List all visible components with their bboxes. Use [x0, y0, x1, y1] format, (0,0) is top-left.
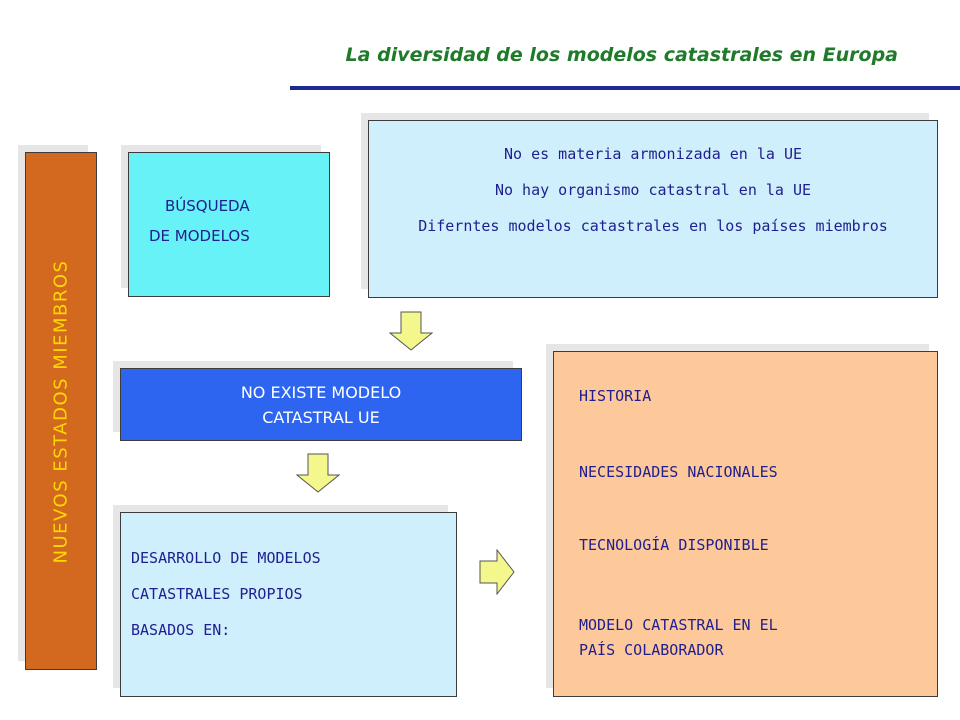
busqueda-modelos-box — [128, 152, 330, 297]
desarrollo-modelos-box — [120, 512, 457, 697]
factores-box — [553, 351, 938, 697]
armonizacion-line: No es materia armonizada en la UE — [503, 145, 802, 163]
down-arrow-icon — [389, 311, 433, 351]
factor-historia: HISTORIA — [579, 387, 652, 405]
no-existe-modelo-box — [120, 368, 522, 441]
title-underline — [290, 86, 960, 90]
busqueda-line-2: DE MODELOS — [149, 226, 250, 245]
desarrollo-line: CATASTRALES PROPIOS — [131, 585, 303, 603]
page-title: La diversidad de los modelos catastrales en Europa — [345, 44, 898, 66]
armonizacion-line: Diferntes modelos catastrales en los países miembros — [418, 217, 888, 235]
no-existe-line-2: CATASTRAL UE — [262, 407, 380, 427]
nuevos-estados-miembros-banner — [25, 152, 97, 670]
armonizacion-line: No hay organismo catastral en la UE — [494, 181, 812, 199]
down-arrow-icon — [296, 453, 340, 493]
no-existe-line-1: NO EXISTE MODELO — [240, 382, 402, 402]
factor-tecnologia: TECNOLOGÍA DISPONIBLE — [579, 536, 769, 554]
factor-necesidades: NECESIDADES NACIONALES — [579, 463, 778, 481]
side-label: NUEVOS ESTADOS MIEMBROS — [50, 259, 72, 563]
busqueda-line-1: BÚSQUEDA — [165, 196, 250, 215]
factor-modelo-line-2: PAÍS COLABORADOR — [579, 641, 724, 659]
desarrollo-line: DESARROLLO DE MODELOS — [131, 549, 321, 567]
factor-modelo-line-1: MODELO CATASTRAL EN EL — [579, 616, 778, 634]
desarrollo-line: BASADOS EN: — [131, 621, 231, 639]
armonizacion-box — [368, 120, 938, 298]
right-arrow-icon — [479, 549, 515, 595]
